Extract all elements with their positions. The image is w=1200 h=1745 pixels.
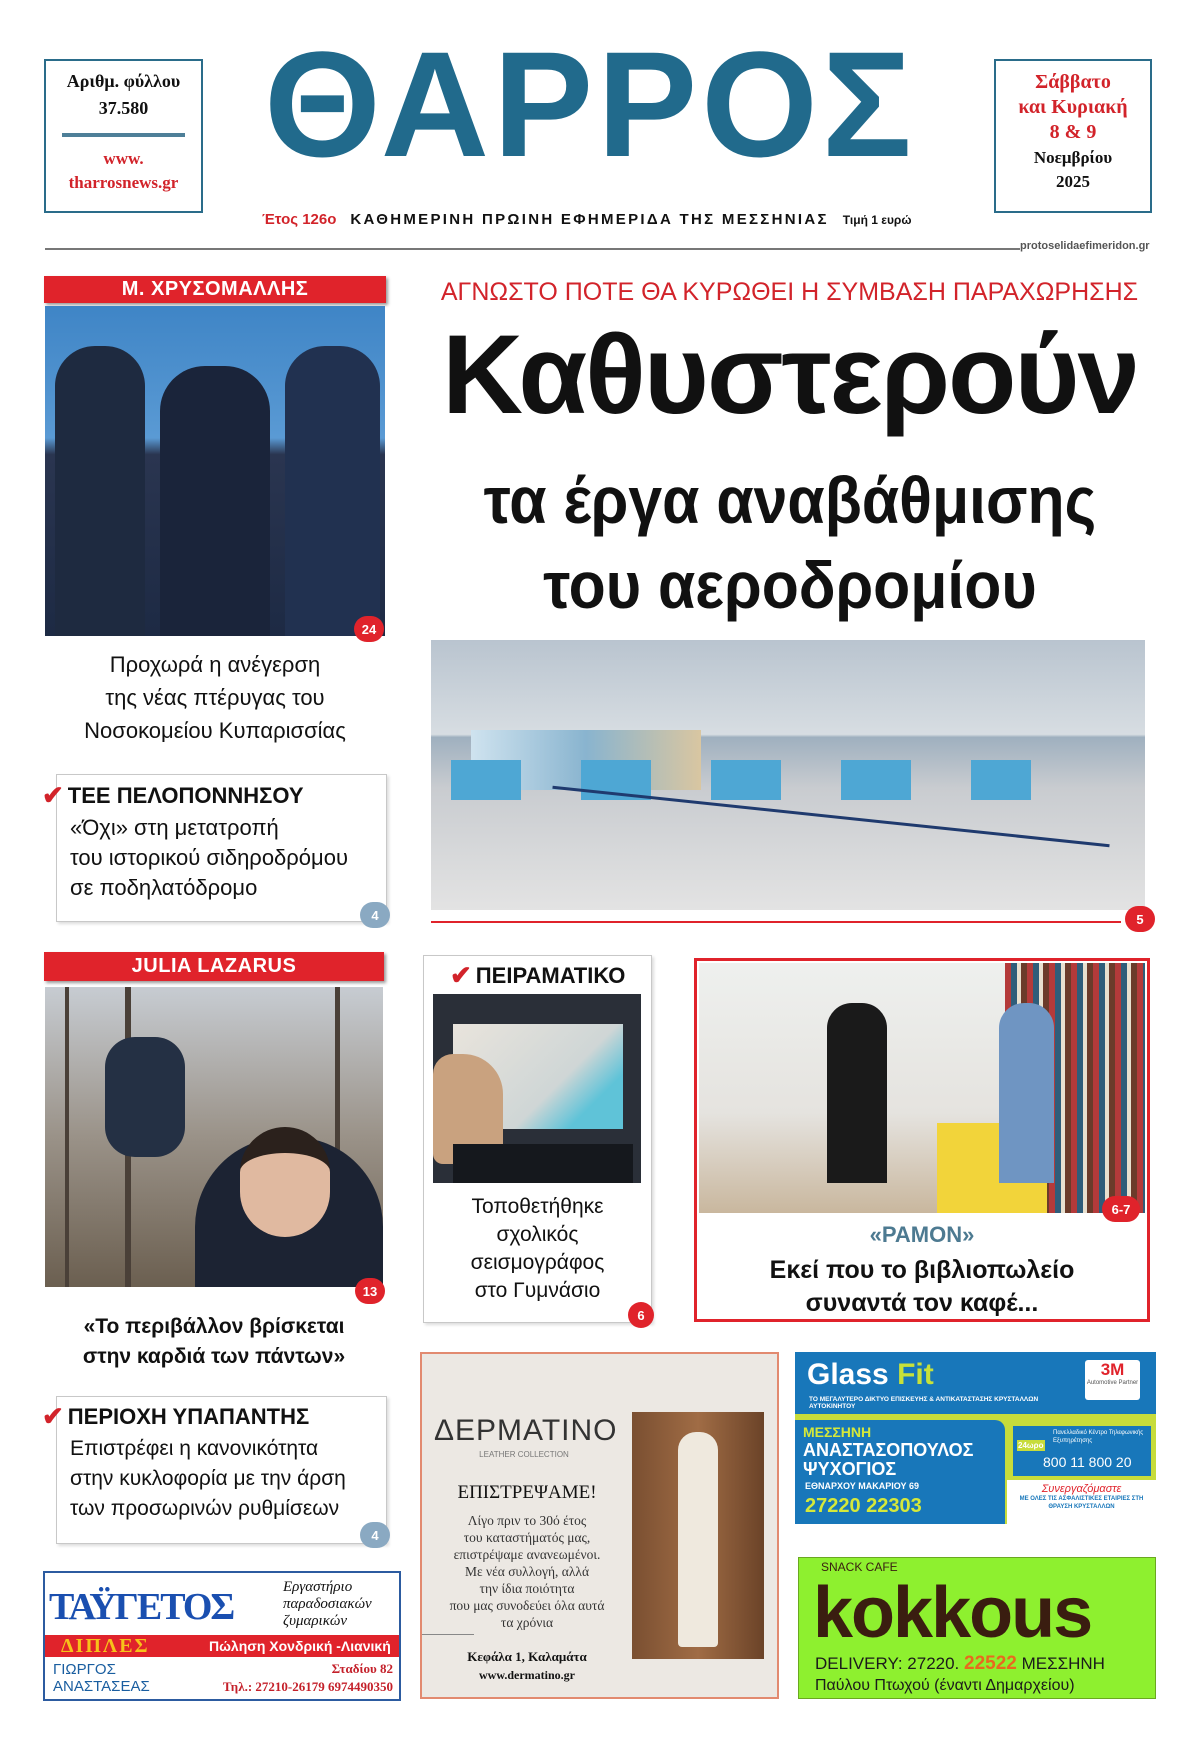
- main-subtitle1: τα έργα αναβάθμισης: [483, 463, 1097, 537]
- divider: [62, 133, 185, 137]
- brief2-kicker: ΠΕΡΙΟΧΗ ΥΠΑΠΑΝΤΗΣ: [67, 1403, 310, 1429]
- ad-line: την ίδια ποιότητα: [479, 1581, 575, 1596]
- main-title[interactable]: Καθυστερούν: [442, 312, 1138, 437]
- date-year: 2025: [1056, 172, 1090, 191]
- caption-line: στο Γυμνάσιο: [474, 1279, 601, 1302]
- kokkous-address: Παύλου Πτωχού (έναντι Δημαρχείου): [815, 1677, 1075, 1694]
- url-line1[interactable]: www.: [103, 149, 144, 168]
- seismograph-photo[interactable]: [433, 994, 641, 1183]
- brief-line: σε ποδηλατόδρομο: [70, 875, 258, 900]
- url-line2[interactable]: tharrosnews.gr: [68, 173, 179, 192]
- taygetos-logo: ΤΑΫΓΕΤΟΣ: [49, 1586, 234, 1628]
- brief-line: στην κυκλοφορία με την άρση: [70, 1467, 346, 1490]
- caption-line: Νοσοκομείου Κυπαρισσίας: [84, 718, 346, 743]
- brief1-page-badge: 4: [360, 902, 390, 928]
- check-icon: ✔: [42, 1401, 64, 1431]
- brief1-kicker: ΤΕΕ ΠΕΛΟΠΟΝΝΗΣΟΥ: [67, 782, 304, 808]
- brief-line: «Όχι» στη μετατροπή: [70, 815, 279, 840]
- dermatino-rule: [422, 1634, 474, 1635]
- story1-page-badge: 24: [354, 616, 384, 642]
- story3-page-badge: 6: [628, 1302, 654, 1328]
- ad-line: του καταστήματός μας,: [463, 1530, 591, 1545]
- glassfit-city: ΜΕΣΣΗΝΗ: [803, 1424, 872, 1440]
- brief-line: Επιστρέφει η κανονικότητα: [70, 1437, 319, 1460]
- story3-caption: [423, 1193, 652, 1305]
- dermatino-text: [422, 1512, 632, 1631]
- caption-line: στην καρδιά των πάντων»: [82, 1345, 346, 1368]
- ad-line: που μας συνοδεύει όλα αυτά: [449, 1598, 605, 1613]
- main-kicker: ΑΓΝΩΣΤΟ ΠΟΤΕ ΘΑ ΚΥΡΩΘΕΙ Η ΣΥΜΒΑΣΗ ΠΑΡΑΧΩΡΗΣΗΣ: [440, 278, 1139, 306]
- kokkous-top: SNACK CAFE: [821, 1560, 898, 1574]
- date-box: [994, 59, 1152, 213]
- date-line1: Σάββατο: [1035, 71, 1111, 93]
- ad-line: τα χρόνια: [500, 1615, 554, 1630]
- glassfit-coop: Συνεργαζόμαστε ΜΕ ΟΛΕΣ ΤΙΣ ΑΣΦΑΛΙΣΤΙΚΕΣ ΕΤΑΙΡΙΕΣ ΣΤΗ ΘΡΑΥΣΗ ΚΡΥΣΤΑΛΛΩΝ: [1007, 1480, 1156, 1524]
- story4-name: «ΡΑΜΟΝ»: [869, 1222, 975, 1247]
- date-month: Νοεμβρίου: [1033, 148, 1113, 167]
- taygetos-phone: Τηλ.: 27210-26179 6974490350: [222, 1679, 393, 1694]
- caption-line: «Το περιβάλλον βρίσκεται: [83, 1315, 345, 1338]
- header-rule: [45, 248, 1020, 250]
- date-line2: και Κυριακή: [1018, 96, 1128, 118]
- issue-box: [44, 59, 203, 213]
- dermatino-sub: LEATHER COLLECTION: [479, 1450, 569, 1459]
- airport-photo[interactable]: [431, 640, 1145, 910]
- kokkous-delivery: DELIVERY: 27220. 22522 ΜΕΣΣΗΝΗ: [815, 1653, 1105, 1674]
- check-icon: ✔: [450, 960, 472, 990]
- brief-line: του ιστορικού σιδηροδρόμου: [70, 845, 348, 870]
- story1-label: Μ. ΧΡΥΣΟΜΑΛΛΗΣ: [44, 276, 386, 303]
- caption-line: Προχωρά η ανέγερση: [109, 652, 321, 677]
- caption-line: Τοποθετήθηκε: [471, 1195, 604, 1218]
- bookshop-photo[interactable]: [699, 963, 1145, 1213]
- glassfit-name1: ΑΝΑΣΤΑΣΟΠΟΥΛΟΣ: [803, 1440, 974, 1460]
- caption-line: συναντά τον καφέ...: [805, 1289, 1039, 1317]
- ad-kokkous[interactable]: [798, 1557, 1156, 1699]
- caption-line: σεισμογράφος: [470, 1251, 605, 1274]
- glassfit-center: 24ωρο Πανελλαδικό Κέντρο Τηλεφωνικής Εξυπηρέτησης 800 11 800 20: [1013, 1426, 1151, 1476]
- dermatino-headline: ΕΠΙΣΤΡΕΨΑΜΕ!: [457, 1482, 597, 1503]
- taygetos-desc: Εργαστήριο παραδοσιακών ζυμαρικών: [283, 1579, 372, 1629]
- story2-caption[interactable]: [44, 1312, 384, 1372]
- glassfit-phone: 27220 22303: [805, 1495, 922, 1517]
- brief2-page-badge: 4: [360, 1522, 390, 1548]
- main-subtitle2: του αεροδρομίου: [543, 548, 1037, 622]
- year: Έτος 126ο: [262, 211, 337, 228]
- dermatino-photo: [632, 1412, 764, 1659]
- main-page-badge: 5: [1125, 906, 1155, 932]
- taygetos-band: ΔΙΠΛΕΣ Πώληση Χονδρική -Λιανική: [45, 1635, 399, 1657]
- story1-caption[interactable]: [44, 648, 386, 747]
- caption-line: Εκεί που το βιβλιοπωλείο: [769, 1256, 1075, 1284]
- taygetos-address: Σταδίου 82: [331, 1661, 393, 1676]
- kokkous-logo: kokkous: [813, 1573, 1092, 1653]
- caption-line: σχολικός: [496, 1223, 579, 1246]
- glassfit-3m: 3M Automotive Partner: [1085, 1360, 1140, 1400]
- tagline-row: [262, 211, 962, 228]
- story1-photo[interactable]: [45, 306, 385, 636]
- dermatino-url: www.dermatino.gr: [479, 1668, 575, 1682]
- story3-kicker: ΠΕΙΡΑΜΑΤΙΚΟ: [475, 962, 626, 988]
- story4-caption: [694, 1254, 1150, 1320]
- story3-kicker-row: [450, 960, 625, 991]
- brief1: [42, 780, 387, 903]
- caption-line: της νέας πτέρυγας του: [105, 685, 325, 710]
- ad-line: επιστρέψαμε ανανεωμένοι.: [453, 1547, 601, 1562]
- date-days: 8 & 9: [1049, 121, 1097, 143]
- ad-taygetos[interactable]: [43, 1571, 401, 1701]
- ad-line: Λίγο πριν το 30ό έτος: [467, 1513, 587, 1528]
- price: Τιμή 1 ευρώ: [842, 213, 912, 227]
- story2-page-badge: 13: [355, 1278, 385, 1304]
- main-rule: [431, 921, 1121, 923]
- ad-glassfit[interactable]: [795, 1352, 1156, 1524]
- glassfit-logo: Glass Fit: [807, 1358, 934, 1391]
- glassfit-address: ΕΘΝΑΡΧΟΥ ΜΑΚΑΡΙΟΥ 69: [805, 1481, 920, 1491]
- brief-line: των προσωρινών ρυθμίσεων: [70, 1497, 340, 1520]
- dermatino-brand: ΔΕΡΜΑΤΙΝΟ: [434, 1414, 618, 1447]
- story4-page-badge: 6-7: [1102, 1196, 1140, 1222]
- glassfit-tag: ΤΟ ΜΕΓΑΛΥΤΕΡΟ ΔΙΚΤΥΟ ΕΠΙΣΚΕΥΗΣ & ΑΝΤΙΚΑΤΑΣΤΑΣΗΣ ΚΡΥΣΤΑΛΛΩΝ ΑΥΤΟΚΙΝΗΤΟΥ: [809, 1396, 1039, 1410]
- story2-label: JULIA LAZARUS: [44, 952, 384, 981]
- taygetos-owner: ΓΙΩΡΓΟΣ ΑΝΑΣΤΑΣΕΑΣ: [53, 1661, 150, 1695]
- logo: ΘΑΡΡΟΣ: [264, 24, 916, 184]
- tagline: ΚΑΘΗΜΕΡΙΝΗ ΠΡΩΙΝΗ ΕΦΗΜΕΡΙΔΑ ΤΗΣ ΜΕΣΣΗΝΙΑΣ: [350, 211, 829, 228]
- glassfit-name2: ΨΥΧΟΓΙΟΣ: [803, 1459, 897, 1479]
- issue-number: 37.580: [98, 98, 149, 118]
- check-icon: ✔: [42, 780, 64, 810]
- watermark: protoselidaefimeridon.gr: [1020, 240, 1150, 252]
- story2-photo[interactable]: [45, 987, 383, 1287]
- ad-line: Με νέα συλλογή, αλλά: [464, 1564, 590, 1579]
- dermatino-address: Κεφάλα 1, Καλαμάτα: [467, 1649, 587, 1664]
- ad-dermatino[interactable]: [420, 1352, 779, 1699]
- issue-label: Αριθμ. φύλλου: [66, 71, 181, 91]
- brief2: [42, 1401, 387, 1524]
